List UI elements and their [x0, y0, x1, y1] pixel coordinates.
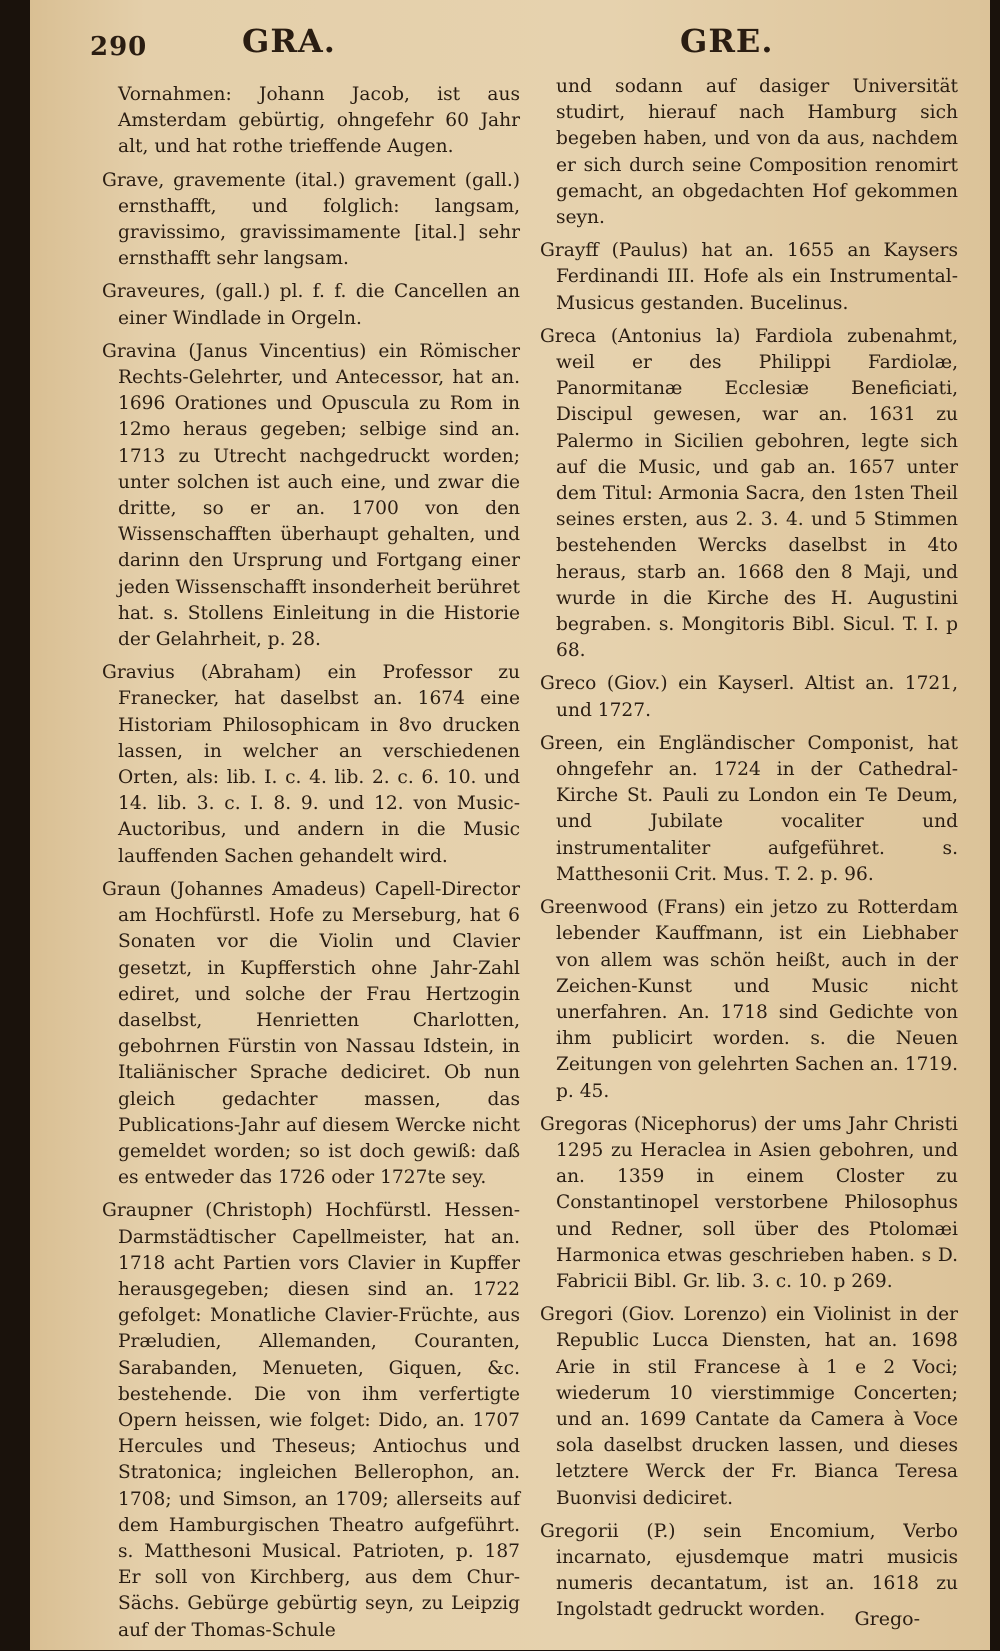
right-column	[540, 74, 958, 1631]
entry-green: Green, ein Engländischer Componist, hat ohngefehr an. 1724 in der Cathedral-Kirche St. Pauli zu London ein Te Deum, und Jubilate vocaliter und instrumentaliter aufgeführet. s. Matthesonii Crit. Mus. T. 2. p. 96.	[540, 732, 958, 885]
entry-gregorii: Gregorii (P.) sein Encomium, Verbo incarnato, ejusdemque matri musicis numeris decantatum, ist an. 1618 zu Ingolstadt gedruckt worden.	[540, 1520, 958, 1621]
page-number: 290	[90, 32, 148, 62]
entry-graupner: Graupner (Christoph) Hochfürstl. Hessen-Darmstädtischer Capellmeister, hat an. 1718 acht Partien vors Clavier in Kupffer herausgegeben; diesen sind an. 1722 gefolget: Monatliche Clavier-Früchte, aus Præludien, Allemanden, Couranten, Sarabanden, Menueten, Giquen, &c. bestehende. Die von ihm verfertigte Opern heissen, wie folget: Dido, an. 1707 Hercules und Theseus; Antiochus und Stratonica; ingleichen Bellerophon, an. 1708; und Simson, an 1709; allerseits auf dem Hamburgischen Theatro aufgeführt. s. Matthesoni Musical. Patrioten, p. 187 Er soll von Kirchberg, aus dem Chur-Sächs. Gebürge gebürtig seyn, zu Leipzig auf der Thomas-Schule	[102, 1200, 520, 1641]
entry-greca: Greca (Antonius la) Fardiola zubenahmt, weil er des Philippi Fardiolæ, Panormitanæ Ecclesiæ Beneficiati, Discipul gewesen, war an. 1631 zu Palermo in Sicilien gebohren, legte sich auf die Music, und gab an. 1657 unter dem Titul: Armonia Sacra, den 1sten Theil seines ersten, aus 2. 3. 4. und 5 Stimmen bestehenden Wercks daselbst in 4to heraus, starb an. 1668 den 8 Maji, und wurde in die Kirche des H. Augustini begraben. s. Mongitoris Bibl. Sicul. T. I. p 68.	[540, 325, 958, 662]
entry-graun: Graun (Johannes Amadeus) Capell-Director am Hochfürstl. Hofe zu Merseburg, hat 6 Sonaten vor die Violin und Clavier gesetzt, in Kupfferstich ohne Jahr-Zahl ediret, und solche der Frau Hertzogin daselbst, Henrietten Charlotten, gebohrnen Fürstin von Nassau Idstein, in Italiänischer Sprache dediciret. Ob nun gleich gedachter massen, das Publications-Jahr auf diesem Wercke nicht gemeldet worden; so ist doch gewiß: daß es entweder das 1726 oder 1727te sey.	[102, 878, 520, 1189]
entry-gravius: Gravius (Abraham) ein Professor zu Franecker, hat daselbst an. 1674 eine Historiam Philosophicam in 8vo drucken lassen, in welcher an verschiedenen Orten, als: lib. I. c. 4. lib. 2. c. 6. 10. und 14. lib. 3. c. I. 8. 9. und 12. von Music-Auctoribus, und andern in die Music lauffenden Sachen gehandelt wird.	[102, 662, 520, 867]
running-head-right: GRE.	[680, 22, 774, 60]
entry-gravina: Gravina (Janus Vincentius) ein Römischer Rechts-Gelehrter, und Antecessor, hat an. 1696 Orationes und Opuscula zu Rom in 12mo heraus gegeben; selbige sind an. 1713 zu Utrecht nachgedruckt worden; unter solchen ist auch eine, und zwar die dritte, so er an. 1700 von den Wissenschafften überhaupt gehalten, und darinn den Ursprung und Fortgang einer jeden Wissenschafft insonderheit berühret hat. s. Stollens Einleitung in die Historie der Gelahrheit, p. 28.	[102, 340, 520, 651]
entry-continuation-graupner: und sodann auf dasiger Universität studirt, hierauf nach Hamburg sich begeben haben, und von da aus, nachdem er sich durch seine Composition renomirt gemacht, an obgedachten Hof gekommen seyn.	[556, 76, 958, 229]
entry-greenwood: Greenwood (Frans) ein jetzo zu Rotterdam lebender Kauffmann, ist ein Liebhaber von allem was schön heißt, auch in der Zeichen-Kunst und Music nicht unerfahren. An. 1718 sind Gedichte von ihm publicirt worden. s. die Neuen Zeitungen von gelehrten Sachen an. 1719. p. 45.	[540, 897, 958, 1102]
running-head-left: GRA.	[242, 22, 336, 60]
entry-grave: Grave, gravemente (ital.) gravement (gall.) ernsthafft, und folglich: langsam, gravissimo, gravissimamente [ital.] sehr ernsthafft sehr langsam.	[102, 169, 520, 270]
book-page	[30, 0, 990, 1650]
left-column	[102, 82, 520, 1651]
entry-continuation-vornahmen: Vornahmen: Johann Jacob, ist aus Amsterdam gebürtig, ohngefehr 60 Jahr alt, und hat rothe trieffende Augen.	[118, 84, 520, 158]
entry-graveures: Graveures, (gall.) pl. f. f. die Cancellen an einer Windlade in Orgeln.	[102, 281, 520, 329]
entry-gregori: Gregori (Giov. Lorenzo) ein Violinist in der Republic Lucca Diensten, hat an. 1698 Arie in stil Francese à 1 e 2 Voci; wiederum 10 vierstimmige Concerten; und an. 1699 Cantate da Camera à Voce sola daselbst drucken lassen, und dieses letztere Werck der Fr. Bianca Teresa Buonvisi dediciret.	[540, 1304, 958, 1509]
catchword: Grego-	[854, 1608, 920, 1630]
entry-grayff: Grayff (Paulus) hat an. 1655 an Kaysers Ferdinandi III. Hofe als ein Instrumental-Musicus gestanden. Bucelinus.	[540, 240, 958, 314]
entry-gregoras: Gregoras (Nicephorus) der ums Jahr Christi 1295 zu Heraclea in Asien gebohren, und an. 1359 in einem Closter zu Constantinopel verstorbene Philosophus und Redner, soll über des Ptolomæi Harmonica etwas geschrieben haben. s D. Fabricii Bibl. Gr. lib. 3. c. 10. p 269.	[540, 1113, 958, 1292]
entry-greco: Greco (Giov.) ein Kayserl. Altist an. 1721, und 1727.	[540, 673, 958, 721]
